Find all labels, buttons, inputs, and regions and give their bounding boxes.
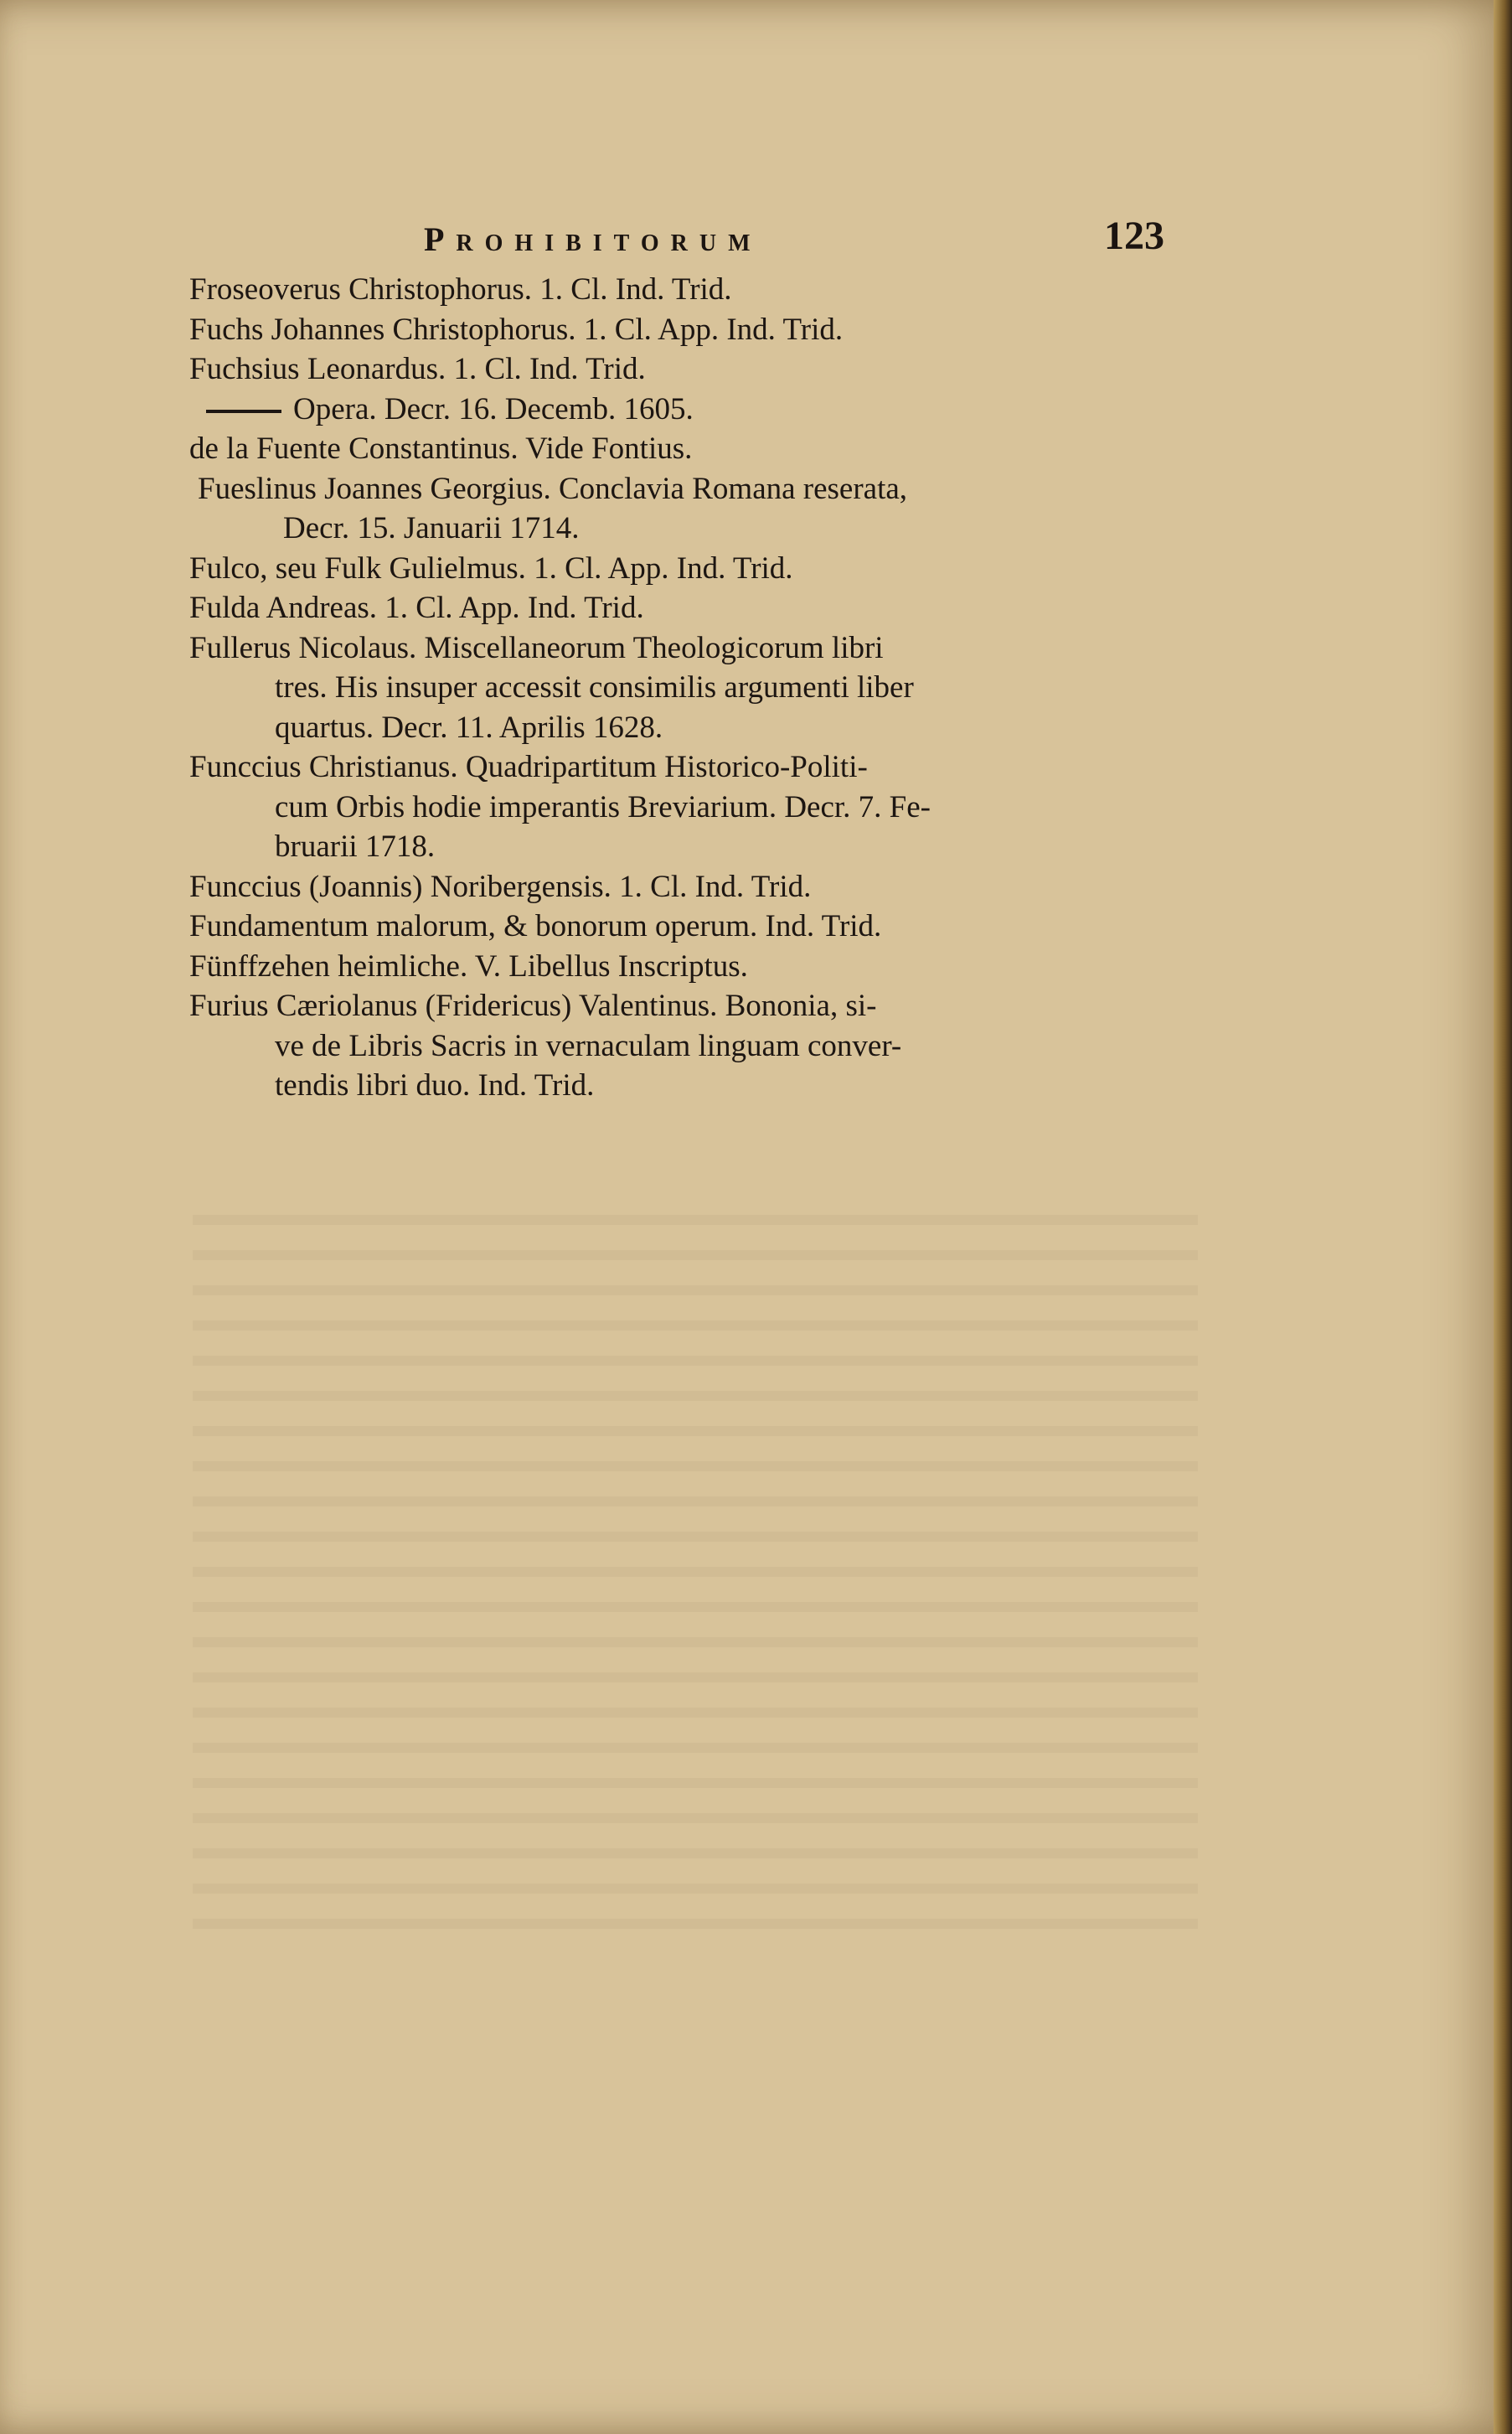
index-entry [189, 628, 1174, 748]
index-entries [189, 270, 1174, 1106]
index-entry [189, 747, 1174, 867]
entry-line: ve de Libris Sacris in vernaculam linguam conver- [275, 1028, 902, 1063]
running-head: Prohibitorum [424, 220, 762, 258]
entry-line: Fulco, seu Fulk Gulielmus. 1. Cl. App. Ind. Trid. [189, 550, 793, 586]
entry-line: bruarii 1718. [275, 829, 436, 864]
index-entry [189, 390, 1174, 430]
entry-line: Opera. Decr. 16. Decemb. 1605. [293, 391, 694, 426]
entry-line: tres. His insuper accessit consimilis argumenti liber [275, 670, 914, 705]
entry-line: Froseoverus Christophorus. 1. Cl. Ind. Trid. [189, 272, 732, 307]
index-entry [189, 270, 1174, 310]
page-number: 123 [1104, 214, 1164, 258]
entry-line: Fueslinus Joannes Georgius. Conclavia Romana reserata, [198, 471, 908, 506]
index-entry [189, 549, 1174, 589]
index-entry [189, 907, 1174, 947]
index-entry [189, 986, 1174, 1106]
entry-line: Decr. 15. Januarii 1714. [283, 511, 580, 545]
entry-line: cum Orbis hodie imperantis Breviarium. Decr. 7. Fe- [275, 789, 931, 824]
entry-line: de la Fuente Constantinus. Vide Fontius. [189, 432, 693, 466]
entry-line: Fundamentum malorum, & bonorum operum. Ind. Trid. [189, 909, 882, 943]
index-entry [189, 867, 1174, 907]
page-header [193, 214, 1164, 270]
index-entry [189, 349, 1174, 390]
index-entry [189, 588, 1174, 628]
bleed-through-text [193, 1190, 1198, 1944]
entry-line: tendis libri duo. Ind. Trid. [275, 1068, 595, 1103]
ditto-dash [206, 410, 281, 413]
entry-line: Fuchsius Leonardus. 1. Cl. Ind. Trid. [189, 352, 646, 386]
entry-line: quartus. Decr. 11. Aprilis 1628. [275, 710, 663, 745]
entry-line: Funccius Christianus. Quadripartitum Historico-Politi- [189, 750, 868, 784]
index-entry [189, 429, 1174, 469]
entry-line: Fullerus Nicolaus. Miscellaneorum Theologicorum libri [189, 630, 884, 665]
index-entry [189, 947, 1174, 987]
entry-line: Fulda Andreas. 1. Cl. App. Ind. Trid. [189, 591, 644, 625]
entry-line: Fünffzehen heimliche. V. Libellus Inscriptus. [189, 948, 748, 984]
entry-line: Fuchs Johannes Christophorus. 1. Cl. App. Ind. Trid. [189, 312, 844, 347]
index-entry [189, 310, 1174, 350]
index-entry [189, 469, 1174, 549]
entry-line: Furius Cæriolanus (Fridericus) Valentinus. Bononia, si- [189, 989, 877, 1023]
entry-line: Funccius (Joannis) Noribergensis. 1. Cl. Ind. Trid. [189, 869, 812, 904]
page-edge [1494, 0, 1512, 2434]
